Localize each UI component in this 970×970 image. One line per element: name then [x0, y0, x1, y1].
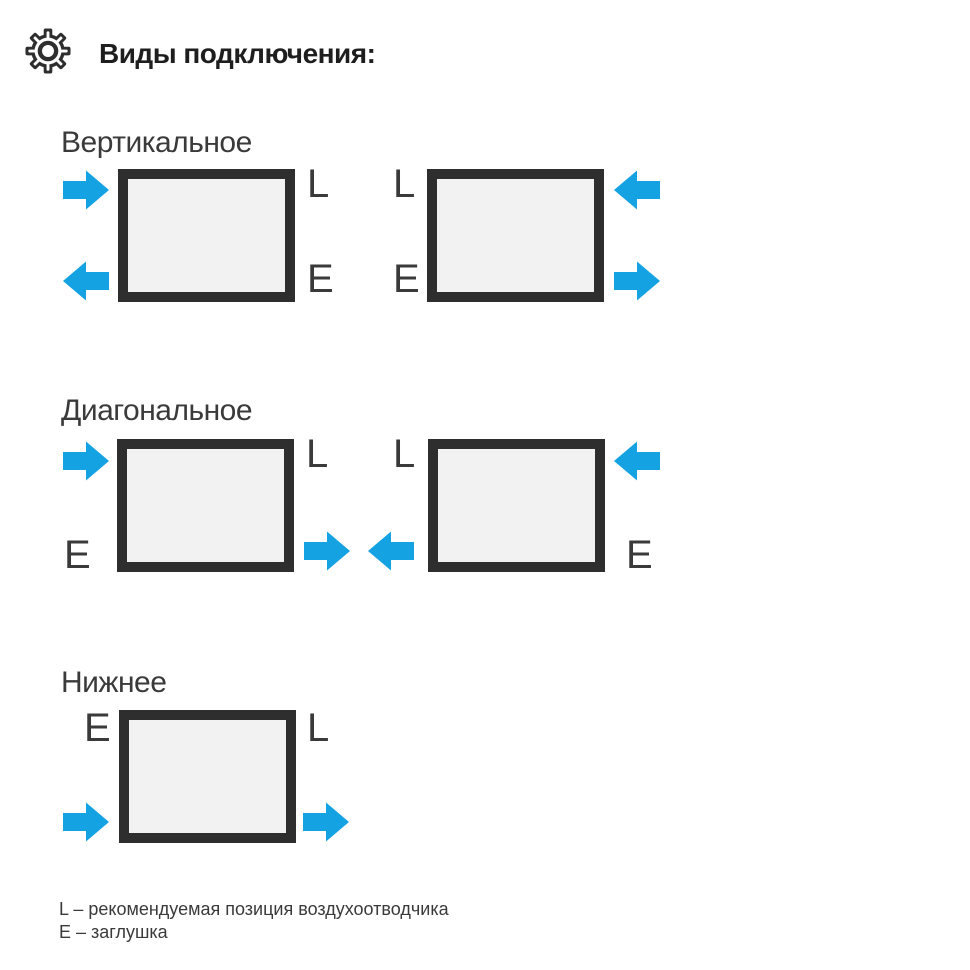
legend — [59, 898, 449, 944]
arrow-left-icon — [613, 169, 661, 211]
arrow-right-icon — [303, 530, 351, 572]
air-vent-label: L — [307, 162, 330, 206]
plug-label: E — [84, 706, 111, 750]
legend-air-vent: L – рекомендуемая позиция воздухоотводчика — [59, 899, 449, 919]
arrow-right-icon — [62, 169, 110, 211]
arrow-right-icon — [62, 801, 110, 843]
air-vent-label: L — [306, 432, 329, 476]
arrow-right-icon — [613, 260, 661, 302]
section-title-vertical: Вертикальное — [61, 126, 252, 159]
radiator-body — [119, 710, 296, 843]
arrow-left-icon — [613, 440, 661, 482]
arrow-right-icon — [62, 440, 110, 482]
radiator-body — [117, 439, 294, 572]
plug-label: E — [626, 533, 653, 577]
gear-icon — [25, 28, 71, 74]
page-title: Виды подключения: — [99, 38, 376, 69]
air-vent-label: L — [393, 432, 416, 476]
legend-plug: E – заглушка — [59, 922, 168, 942]
arrow-left-icon — [367, 530, 415, 572]
air-vent-label: L — [393, 162, 416, 206]
plug-label: E — [393, 257, 420, 301]
plug-label: E — [307, 257, 334, 301]
air-vent-label: L — [307, 706, 330, 750]
arrow-left-icon — [62, 260, 110, 302]
radiator-body — [427, 169, 604, 302]
radiator-body — [428, 439, 605, 572]
plug-label: E — [64, 533, 91, 577]
radiator-body — [118, 169, 295, 302]
arrow-right-icon — [302, 801, 350, 843]
section-title-bottom: Нижнее — [61, 666, 167, 699]
section-title-diagonal: Диагональное — [61, 394, 253, 427]
